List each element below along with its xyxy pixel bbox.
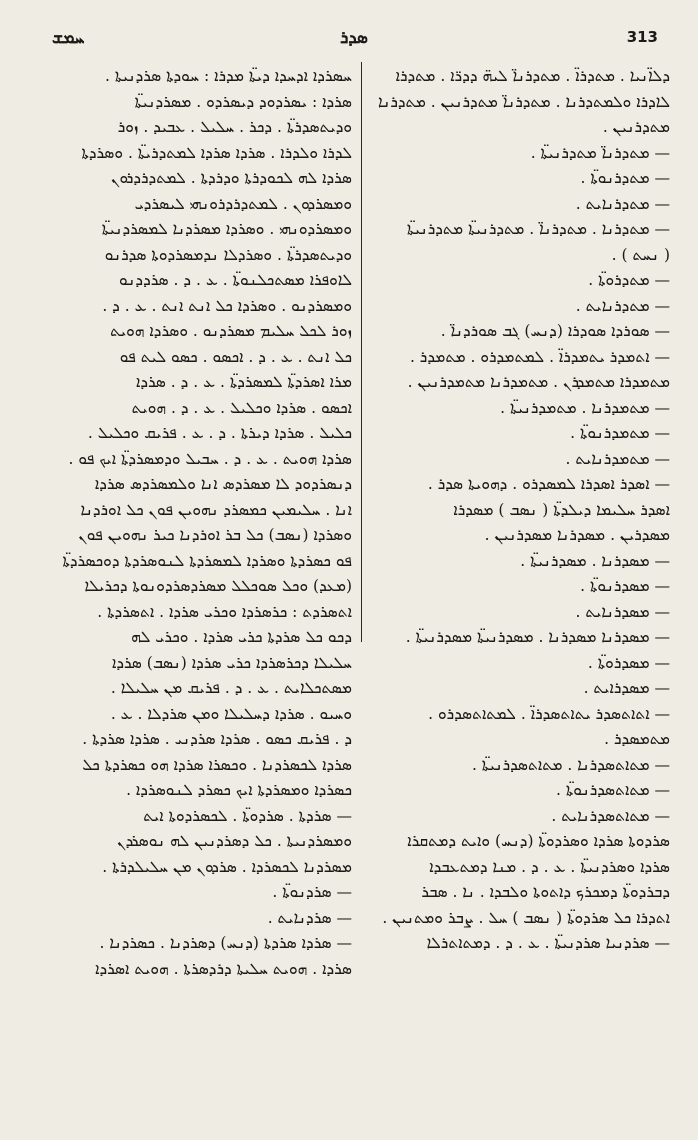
right-column-line: ܣܪܕܐ ܘܣܪܕܢܝܬܐ̈ . ܥ . ܕ . ܡܢܐ ܕܡܬܥܒܕܐ [429, 857, 670, 876]
left-column-line: ܡܣܬܟܠܐܝܬ . ܥ . ܕ . ܦܪܝܩ ܡܢ ܚܠܝܠܐ . [110, 679, 352, 697]
left-column-line: ܣܪܕܐ ܠܟܣܪܕܢܐ . ܘܟܣܪܐ ܣܪܕܐ ܗܘ ܟܣܪܕܬܐ ܟܠ [82, 755, 352, 774]
right-column-line: — ܣܘܪܕܐ ܣܘܕܪܐ (ܕܢܚ) ܓܒ ܣܘܪܕܢܐ̈ . [440, 322, 670, 340]
right-column-line: ܕܠܐ̈ܢܝܐ . ܡܬܕܪܐ̈ . ܡܬܕܪܢܐ̈ ܠܝܗ̈ ܕܕܪ̈ܐ . ܡܬܕܪܐ [395, 67, 670, 85]
running-head-left: ܚܡܫ [52, 28, 85, 48]
left-column-line: — ܣܪܕܢܐܝܬ . [267, 908, 352, 927]
right-column-line: — ܡܬܕܪܢܘܬܐ̈ . [580, 169, 670, 187]
left-column-line: ܡܣܪܕܢܐ ܠܟܣܪܕܐ . ܣܪܕܘܢ ܡܢ ܚܠܝܠܕܪܬܐ . [102, 857, 352, 876]
left-column-line: ܕܢܣܪܕܘܕ ܠܐ ܡܣܪܕܣ ܐܢܐ ܘܠܡܣܪܕܣ ܣܪܕܐ [94, 475, 352, 493]
left-column-line: ܣܪܕܐ ܠܗ ܠܟܘܕܪܬܐ ܘܕܪܕܬܐ . ܠܡܬܕܪܕܪܘܢ [111, 169, 352, 187]
left-column-line: ܕ . ܦܪܝܩ ܟܣܘ . ܣܪܕܐ ܣܪܕܢܝ . ܣܪܕܐ ܣܪܕܬܐ . [82, 730, 352, 748]
right-column [372, 64, 670, 1012]
left-column-line: ܟܠ ܐܢܬ . ܥ . ܕ . ܐܟܣܘ . ܟܣܘ ܠܝܬ ܦܘ [119, 347, 352, 366]
left-column-line: ܘܡܣܪܕܘܢ . ܠܡܬܕܪܕܪܘܢܗܝ ܠܝܣܪܕܝ [134, 194, 352, 213]
left-column-line: ܘܚܝܘ . ܣܪܕܐ ܕܚܠܝܠܐ ܘܡܢ ܣܪܕܠܐ . ܥ . [110, 704, 352, 723]
left-column-line: ܘܡܣܪܕܢܘ . ܘܣܪܕܐ ܟܠ ܐܢܬ ܐܢܬ . ܥ . ܕ . [102, 296, 352, 315]
right-column-line: ܡܬܕܪܢܝܢ . [602, 118, 670, 136]
right-column-line: — ܡܬܕܪܢܐܝܬ . [575, 194, 670, 213]
left-column-line: ܟܣܪܕܐ ܘܡܣܪܕܬܐ ܐܝܟ ܟܣܪܕ ܠܢܘܣܪܕܐ . [126, 781, 352, 799]
right-column-line: — ܡܬܕܪܘܬܐ̈ . [588, 271, 670, 289]
right-column-line: — ܡܬܐܬܣܕܪܢܘܬܐ̈ . [556, 781, 670, 799]
left-column-line: ܐܢܐ . ܚܠܝܡܝܢ ܟܡܣܪܕ ܢܗܘܝܢ ܦܘܢ ܟܠ ܐܘܪܕܢܐ [80, 500, 352, 519]
left-column-line: ܣܪܕܐ ܗܘܝܬ . ܥ . ܕ . ܚܒܝܠ ܘܕܡܣܪܕܬܐ̈ ܐܝܟ ܦܘ . [68, 449, 352, 468]
right-column-line: — ܡܣܕܪܢܘܬܐ̈ . [580, 577, 670, 595]
column-divider [361, 62, 362, 642]
left-column-line: ܘܕܝܬܣܕܪܬܐ̈ . ܕܟܪ . ܚܠܝܠ . ܥܒܝܕ . ܙܘܪ [117, 118, 352, 136]
left-column-line: ܦܘ ܟܣܪܕܬܐ ܘܣܪܕܐ ܠܡܣܪܕܬܐ ܠܢܘܣܪܕܬܐ ܕܘܟܣܪܕܬܐ̈ [62, 551, 352, 570]
left-column-line: — ܣܪܕܐ ܣܪܕܬܐ (ܕܢܚ) ܕܣܪܕܢܐ . ܟܣܪܕܢܐ . [99, 934, 352, 952]
right-column-line: ܐܣܕܪ ܚܠܝܡܐ ܕܝܠܕܬܐ̈ ( ܢܣܒ ) ܡܣܕܪܐ [453, 500, 670, 519]
left-column-line: ܡܪܐ ܐܣܪܕܬܐ̈ ܠܡܣܪܕܬܐ̈ . ܥ . ܕ . ܣܪܕܐ [135, 373, 352, 391]
left-column-line: ܘܡܣܪܕܘܢܗܝ . ܘܣܪܕܐ ܡܣܪܕܢܐ ܠܡܣܪܕܢܝܬܐ̈ [101, 220, 352, 238]
left-column [46, 64, 352, 1012]
left-column-line: — ܣܪܕܬܐ . ܣܪܕܘܬܐ̈ . ܠܟܣܪܕܘܬܐ ܐܝܬ [143, 806, 352, 825]
page-header [40, 28, 668, 50]
right-column-line: — ܐܬܡܕܪ ܝܬܡܕܪܐ̈ . ܠܡܬܡܕܪܘ . ܡܬܡܕܪ . [409, 347, 670, 366]
right-column-line: — ܡܬܡܕܪܢܘܬܐ̈ . [570, 424, 670, 442]
left-column-line: ܐܟܣܘ . ܣܪܕܐ ܘܟܠܝܠ . ܥ . ܕ . ܗܘܝܬ [131, 398, 352, 417]
right-column-line: — ܣܪܕܢܝܐ ܣܪܕܢܝܬܐ̈ . ܥ . ܕ . ܕܡܬܐܬܪܠܐ [426, 934, 670, 952]
right-column-line: ܠܐܕܪܐ ܘܠܡܬܕܪܢܐ . ܡܬܕܪܢܐ̈ ܡܬܕܪܢܝܢ . ܡܬܕܪܢܐ [377, 92, 670, 111]
right-column-line: — ܐܬܐܬܣܕܪ ܝܬܐܬܣܕܪܐ̈ . ܠܡܬܐܬܣܕܪܘ . [428, 704, 670, 723]
right-column-line: — ܡܣܕܪܢܐ . ܡܣܕܪܢܝܬܐ̈ . [520, 551, 670, 570]
left-column-line: ܘܡܣܪܕܢܝܬܐ . ܟܠ ܕܣܪܕܢܝܢ ܠܗ ܢܘܣܪܕܢ [117, 832, 352, 850]
page-number: 313 [626, 28, 658, 46]
left-column-line: ܘܕܝܬܣܕܪܬܐ̈ . ܘܣܪܕܠܐ ܢܕܡܣܪܕܘܬܐ ܣܕܪܢܘ [104, 245, 352, 264]
running-head-center: ܣܕܪ [340, 28, 368, 48]
right-column-line: — ܡܣܕܪܘܬܐ̈ . [587, 653, 670, 672]
right-column-line: ܡܬܡܕܪܐ ܡܬܡܕܪܢ . ܡܬܡܕܪܢܐ ܡܬܡܕܪܢܝܢ . [407, 373, 670, 391]
right-column-line: ܕܒܪܕܘܬܐ̈ ܕܡܟܪܟ ܕܐܬܘܬܐ ܘܠܒܕܐ . ܢܐ . ܣܒܪ [421, 883, 670, 901]
left-column-line: ܙܘܪ ܠܟܠ ܚܠܝܡ ܡܣܪܕܢܘ . ܘܣܪܕܐ ܗܘܝܬ [110, 322, 352, 340]
left-column-line: ܣܪܕܐ : ܝܣܪܕܘܕ ܕܝܣܪܕܘ . ܡܣܪܕܢܝܬܐ̈ [134, 92, 352, 111]
right-column-line: — ܡܬܐܬܣܕܪܢܐ . ܡܬܐܬܣܕܪܢܝܬܐ̈ . [471, 755, 670, 774]
left-column-line: ܘܣܪܕܐ (ܢܣܒ) ܟܠ ܒܪ ܐܘܪܕܢܐ ܟܝܪ ܢܗܘܝܢ ܦܘܢ [78, 526, 352, 544]
right-column-line: ܣܪܕܘܬܐ ܣܪܕܐ ܘܣܪܕܘܬܐ̈ (ܕܢܚ) ܘܐܝܬ ܕܡܬܩܪܐ [407, 832, 670, 850]
right-column-line: ( ܢܚܬ ) . [611, 245, 670, 264]
right-column-line: — ܡܣܕܪܢܐ ܡܣܕܪܢܐ . ܡܣܕܪܢܝܬܐ̈ ܡܣܕܪܢܝܬܐ̈ . [405, 628, 670, 646]
right-column-line: — ܐܣܕܪ ܐܣܕܪܐ ܠܡܣܕܪܘ . ܕܗܘܝܬܐ ܣܕܪ . [427, 475, 670, 493]
left-column-line: (ܡܥܕ) ܘܟܠ ܣܘܟܠܠ ܡܣܪܕܣܪܕܘܢܘܬܐ ܕܟܪܝܠܐ [84, 577, 352, 595]
right-column-line: — ܡܬܡܕܪܢܐ . ܡܬܡܕܪܢܝܬܐ̈ . [500, 398, 670, 417]
left-column-line: ܠܕܪܐ ܘܠܕܪܐ . ܣܪܕܐ ܣܪܕܐ ܠܡܬܕܪܝܬܐ̈ . ܘܣܪܕܬܐ [81, 143, 352, 162]
left-column-line: ܟܠܝܠ . ܣܪܕܐ ܕܝܪܬܐ . ܕ . ܥ . ܦܪܝܩ ܘܟܠܝܠ . [87, 424, 352, 442]
left-column-line: ܚܣܪܕܐ ܐܕܚܕܐ ܕܝܬܐ̈ ܡܕܪܐ : ܚܘܕܬܐ ܣܪܕܢܝܬܐ . [105, 67, 352, 85]
right-column-line: — ܡܣܕܪܢܐܝܬ . [575, 602, 670, 621]
left-column-line: ܐܬܣܪܕܬ : ܟܪܣܪܕܐ ܘܟܪܝ ܣܪܕܐ . ܐܬܣܪܕܬܐ . [97, 602, 352, 621]
right-column-line: — ܡܬܕܪܢܐ̈ ܡܬܕܪܢܝܬܐ̈ . [530, 143, 670, 162]
left-column-line: ܣܪܕܐ . ܗܘܝܬ ܚܠܝܬܐ ܕܪܕܣܪܬܐ . ܗܘܝܬ ܐܣܪܕܐ [95, 959, 352, 978]
left-column-line: ܚܠܝܠܐ ܕܟܪܣܪܕܐ ܟܪܝ ܣܪܕܐ (ܢܣܒ) ܣܪܕܐ [111, 653, 352, 672]
left-column-line: ܕܟܘ ܟܠ ܣܪܕܬܐ ܟܪܝ ܣܪܕܐ . ܘܟܪܝ ܠܗ [131, 628, 352, 646]
left-column-line: ܠܐܘܦܪܐ ܡܣܬܟܠܢܘܬܐ̈ . ܥ . ܕ . ܣܪܕܕܢܘ [119, 271, 352, 289]
right-column-line: — ܡܣܕܪܐܝܬ . [583, 679, 670, 697]
right-column-line: ܡܣܕܪܝܢ . ܡܣܕܪܢܐ ܡܣܕܪܢܝܢ . [484, 526, 670, 544]
right-column-line: — ܡܬܕܪܢܐܝܬ . [575, 296, 670, 315]
right-column-line: — ܡܬܕܪܢܐ . ܡܬܕܪܢܐ̈ . ܡܬܕܪܢܝܬܐ̈ ܡܬܕܪܢܝܬܐ̈ [406, 220, 670, 238]
right-column-line: ܐܬܕܪܐ ܟܠ ܣܪܕܘܬܐ̈ ( ܢܣܒ ) ܚܠ . ܨܒܪ ܘܡܬܢܝܢ . [382, 908, 670, 927]
left-column-line: — ܣܪܕܢܘܬܐ̈ . [272, 883, 352, 901]
right-column-line: — ܡܬܐܬܣܕܪܢܐܝܬ . [551, 806, 670, 825]
right-column-line: — ܡܬܡܕܪܢܐܝܬ . [565, 449, 670, 468]
right-column-line: ܡܬܡܣܕܪ . [604, 730, 670, 748]
